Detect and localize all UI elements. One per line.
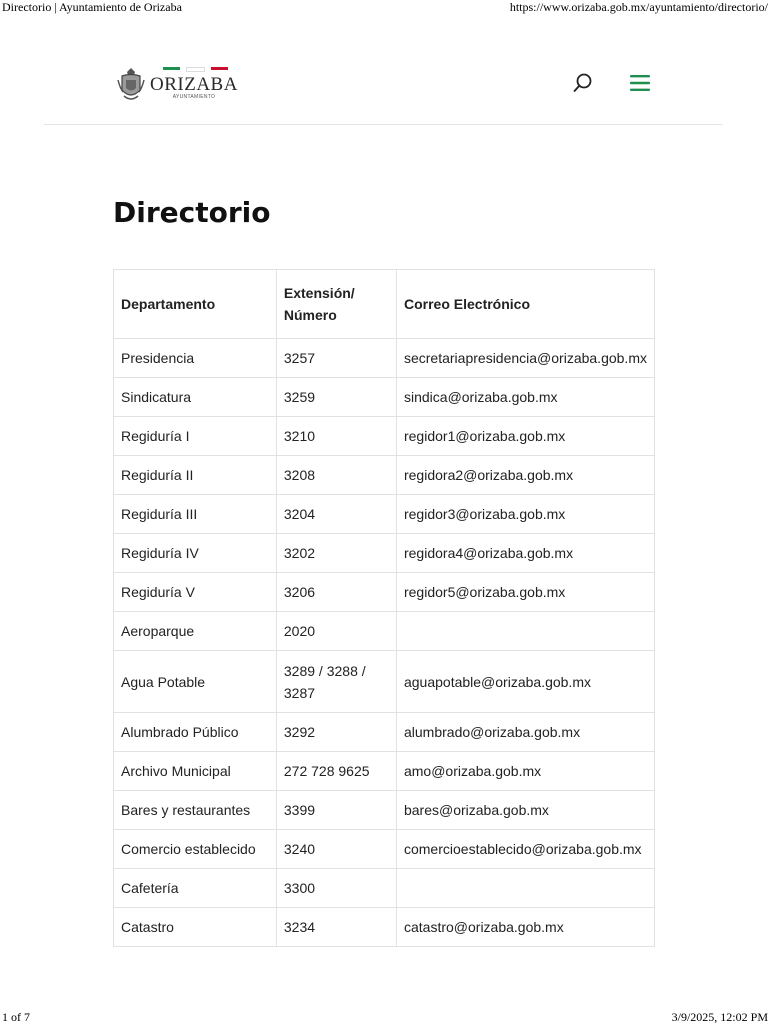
table-row [114, 495, 655, 534]
flag-stripe-red [211, 67, 228, 70]
table-row [114, 612, 655, 651]
extension-cell: 3234 [276, 908, 396, 947]
email-cell[interactable]: comercioestablecido@orizaba.gob.mx [396, 830, 654, 869]
department-cell: Regiduría II [114, 456, 277, 495]
email-cell[interactable]: sindica@orizaba.gob.mx [396, 378, 654, 417]
extension-cell: 3399 [276, 791, 396, 830]
table-row [114, 378, 655, 417]
extension-cell: 3206 [276, 573, 396, 612]
department-cell: Sindicatura [114, 378, 277, 417]
table-row [114, 869, 655, 908]
table-row [114, 534, 655, 573]
extension-cell: 3257 [276, 339, 396, 378]
table-row [114, 417, 655, 456]
department-cell: Alumbrado Público [114, 713, 277, 752]
department-cell: Regiduría V [114, 573, 277, 612]
hamburger-menu-icon[interactable] [629, 73, 651, 93]
email-cell[interactable]: regidor1@orizaba.gob.mx [396, 417, 654, 456]
email-cell[interactable]: amo@orizaba.gob.mx [396, 752, 654, 791]
extension-cell: 3210 [276, 417, 396, 456]
print-footer [0, 1010, 768, 1024]
email-cell[interactable]: regidora2@orizaba.gob.mx [396, 456, 654, 495]
coat-of-arms-icon [116, 66, 146, 104]
table-row [114, 339, 655, 378]
extension-cell: 3202 [276, 534, 396, 573]
table-row [114, 830, 655, 869]
email-cell [396, 869, 654, 908]
logo-wordmark [150, 70, 238, 100]
table-row [114, 791, 655, 830]
page-title: Directorio [113, 196, 271, 229]
site-header [44, 56, 723, 125]
flag-stripes [163, 67, 228, 72]
department-cell: Agua Potable [114, 651, 277, 713]
logo-name: ORIZABA [150, 74, 238, 95]
flag-stripe-green [163, 67, 180, 70]
table-row [114, 456, 655, 495]
column-header-email: Correo Electrónico [396, 270, 654, 339]
table-row [114, 651, 655, 713]
extension-cell: 3204 [276, 495, 396, 534]
print-url: https://www.orizaba.gob.mx/ayuntamiento/directorio/ [509, 0, 768, 14]
table-header-row [114, 270, 655, 339]
flag-stripe-white [186, 67, 205, 72]
email-cell[interactable]: regidor3@orizaba.gob.mx [396, 495, 654, 534]
search-icon[interactable] [572, 72, 594, 94]
email-cell[interactable]: regidora4@orizaba.gob.mx [396, 534, 654, 573]
extension-cell: 3300 [276, 869, 396, 908]
table-row [114, 573, 655, 612]
department-cell: Catastro [114, 908, 277, 947]
department-cell: Presidencia [114, 339, 277, 378]
email-cell[interactable]: aguapotable@orizaba.gob.mx [396, 651, 654, 713]
extension-cell: 2020 [276, 612, 396, 651]
table-row [114, 908, 655, 947]
site-logo[interactable] [116, 66, 238, 104]
department-cell: Regiduría I [114, 417, 277, 456]
department-cell: Aeroparque [114, 612, 277, 651]
table-row [114, 752, 655, 791]
extension-cell: 3292 [276, 713, 396, 752]
department-cell: Bares y restaurantes [114, 791, 277, 830]
column-header-extension: Extensión/ Número [276, 270, 396, 339]
column-header-department: Departamento [114, 270, 277, 339]
email-cell[interactable]: bares@orizaba.gob.mx [396, 791, 654, 830]
print-datetime: 3/9/2025, 12:02 PM [671, 1010, 768, 1024]
department-cell: Regiduría III [114, 495, 277, 534]
email-cell[interactable]: catastro@orizaba.gob.mx [396, 908, 654, 947]
department-cell: Comercio establecido [114, 830, 277, 869]
print-header [0, 0, 768, 16]
email-cell [396, 612, 654, 651]
table-row [114, 713, 655, 752]
email-cell[interactable]: alumbrado@orizaba.gob.mx [396, 713, 654, 752]
extension-cell: 3240 [276, 830, 396, 869]
extension-cell: 3208 [276, 456, 396, 495]
extension-cell: 3289 / 3288 / 3287 [276, 651, 396, 713]
email-cell[interactable]: secretariapresidencia@orizaba.gob.mx [396, 339, 654, 378]
logo-subtitle: AYUNTAMIENTO [172, 94, 216, 100]
print-page-number: 1 of 7 [2, 1010, 30, 1024]
department-cell: Archivo Municipal [114, 752, 277, 791]
email-cell[interactable]: regidor5@orizaba.gob.mx [396, 573, 654, 612]
department-cell: Cafetería [114, 869, 277, 908]
extension-cell: 3259 [276, 378, 396, 417]
directory-table [113, 269, 655, 947]
print-title: Directorio | Ayuntamiento de Orizaba [2, 0, 182, 14]
department-cell: Regiduría IV [114, 534, 277, 573]
extension-cell: 272 728 9625 [276, 752, 396, 791]
